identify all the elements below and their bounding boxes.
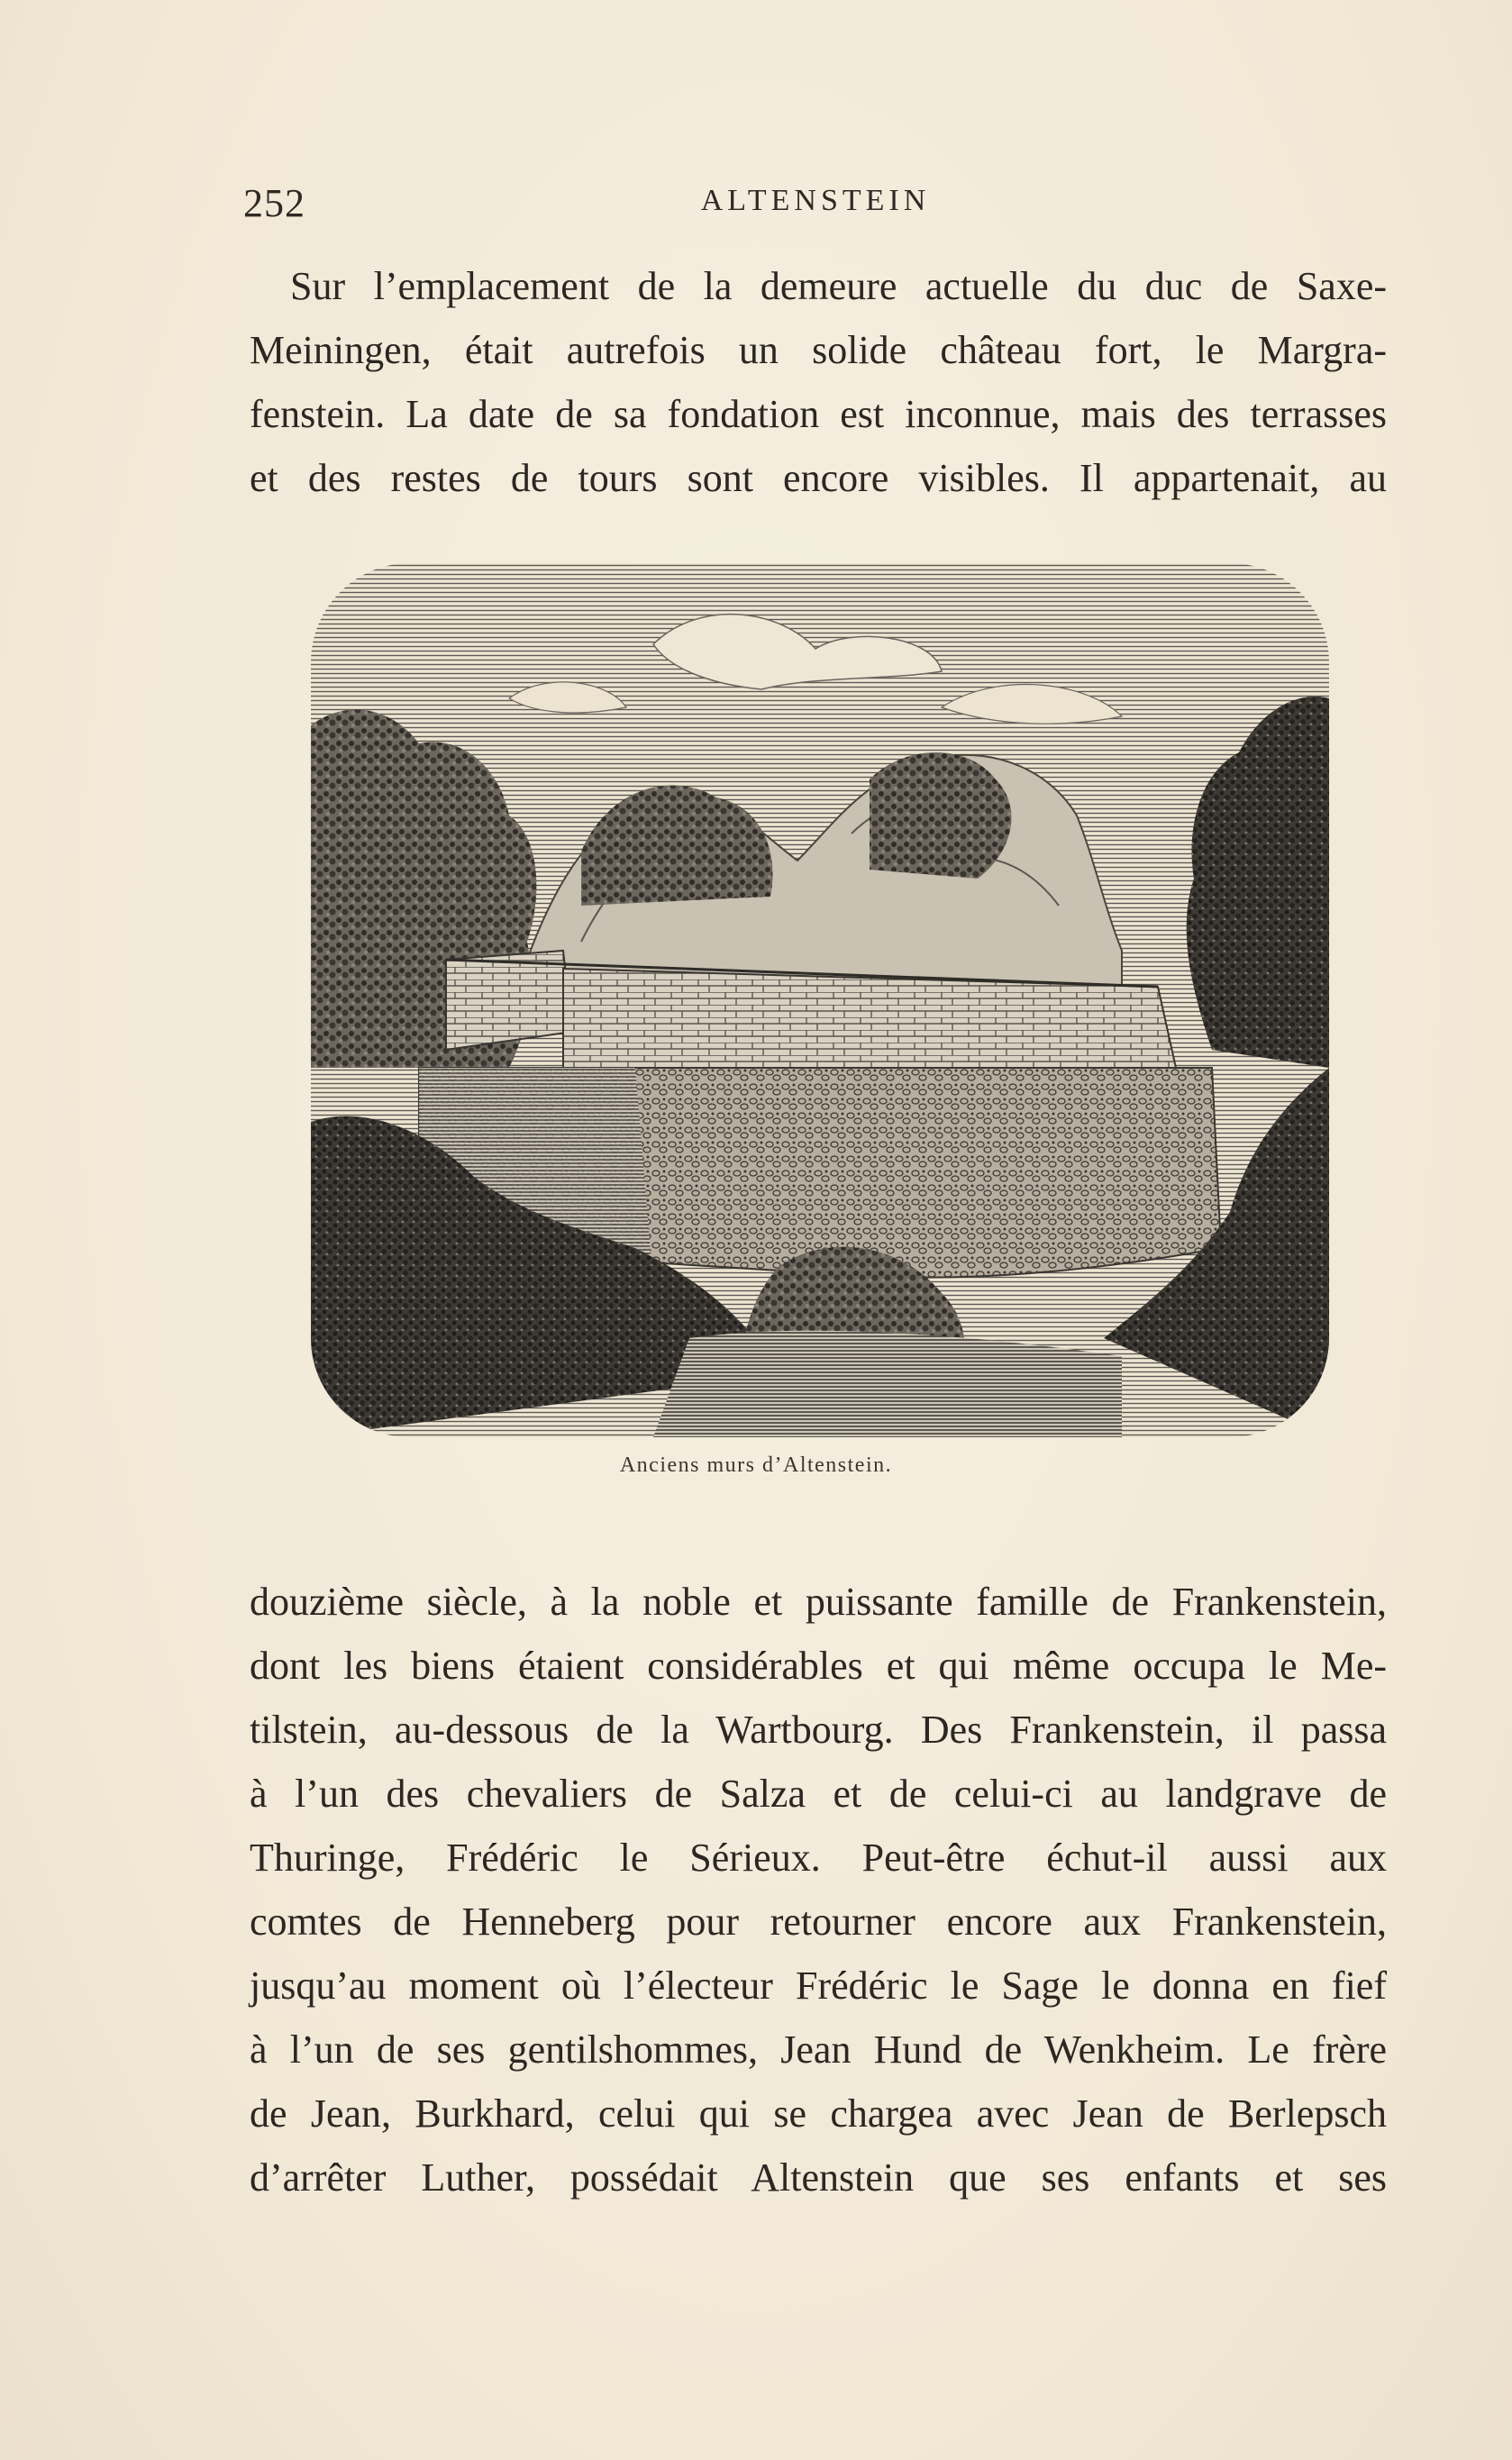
paragraph-2 <box>250 1570 1387 2209</box>
engraving-illustration <box>311 563 1329 1437</box>
page-number: 252 <box>243 181 305 225</box>
running-title: ALTENSTEIN <box>700 184 931 217</box>
text-line: et des restes de tours sont encore visibles. Il appartenait, au <box>250 456 1387 500</box>
text-line: dont les biens étaient considérables et qui même occupa le Me- <box>250 1644 1387 1688</box>
text-line: de Jean, Burkhard, celui qui se chargea avec Jean de Berlepsch <box>250 2091 1387 2136</box>
text-line: à l’un des chevaliers de Salza et de celui-ci au landgrave de <box>250 1772 1387 1816</box>
text-line: Sur l’emplacement de la demeure actuelle du duc de Saxe- <box>290 264 1387 308</box>
running-head <box>243 180 1388 234</box>
paragraph-1 <box>250 254 1387 510</box>
text-line: à l’un de ses gentilshommes, Jean Hund de Wenkheim. Le frère <box>250 2027 1387 2072</box>
text-line: d’arrêter Luther, possédait Altenstein que ses enfants et ses <box>250 2155 1387 2200</box>
text-line: tilstein, au-dessous de la Wartbourg. Des Frankenstein, il passa <box>250 1708 1387 1752</box>
text-line: Thuringe, Frédéric le Sérieux. Peut-être échut-il aussi aux <box>250 1836 1387 1880</box>
text-line: fenstein. La date de sa fondation est inconnue, mais des terrasses <box>250 392 1387 436</box>
text-line: jusqu’au moment où l’électeur Frédéric le Sage le donna en fief <box>250 1963 1387 2008</box>
text-line: douzième siècle, à la noble et puissante famille de Frankenstein, <box>250 1580 1387 1624</box>
text-line: Meiningen, était autrefois un solide château fort, le Margra- <box>250 328 1387 372</box>
text-line: comtes de Henneberg pour retourner encore aux Frankenstein, <box>250 1900 1387 1944</box>
figure-caption: Anciens murs d’Altenstein. <box>619 1453 893 1477</box>
